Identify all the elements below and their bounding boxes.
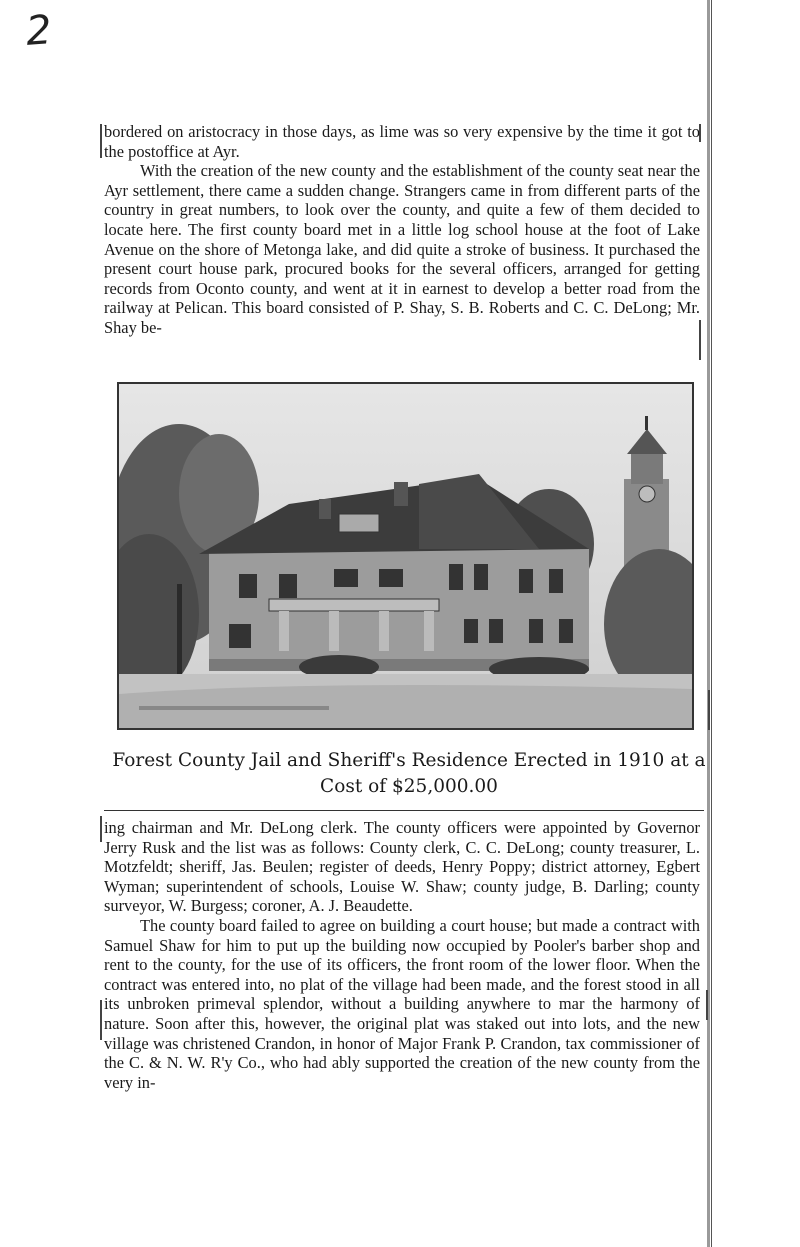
paragraph: The county board failed to agree on building a court house; but made a contract with Samuel Shaw for him to put up the building now occupied by Pooler's barber shop and rent to the county, for the use of its officers, the front room of the lower floor. When the contract was entered into, no plat of the village had been made, and the forest stood in all its unbroken primeval splendor, without a building anywhere to mar the harmony of nature. Soon after this, however, the original plat was staked out into lots, and the new village was christened Crandon, in honor of Major Frank P. Crandon, tax commissioner of the C. & N. W. R'y Co., who had ably supported the creation of the new county from the very in- [104,915,700,1092]
page-edge-shadow [711,0,712,1247]
page-edge-line [707,0,710,1247]
clipping-top-rule [104,810,704,811]
handwritten-page-number: 2 [24,7,54,55]
clipping-left-edge [100,124,102,158]
article-text-top [104,122,700,338]
paragraph: ing chairman and Mr. DeLong clerk. The county officers were appointed by Governor Jerry Rusk and the list was as follows: County clerk, C. C. DeLong; county treasurer, L. Motzfeldt; sheriff, Jas. Beulen; register of deeds, Henry Poppy; district attorney, Egbert Wyman; superintendent of schools, Louise W. Shaw; county judge, B. Darling; county surveyor, W. Burgess; coroner, A. J. Beaudette. [104,818,700,916]
paragraph: With the creation of the new county and the establishment of the county seat near the Ayr settlement, there came a sudden change. Strangers came in from different parts of the country in great numbers, to look over the county, and quite a few of them decided to locate here. The first county board met in a little log school house at the foot of Lake Avenue on the shore of Metonga lake, and did quite a stroke of business. It purchased the present court house park, procured books for the several officers, arranged for getting records from Oconto county, and went at it in earnest to develop a better road from the railway at Pelican. This board consisted of P. Shay, S. B. Roberts and C. C. DeLong; Mr. Shay be- [104,161,700,337]
clipping-left-edge [100,816,102,842]
photo-caption: Forest County Jail and Sheriff's Residence Erected in 1910 at a Cost of $25,000.00 [112,750,706,797]
clipping-left-edge [100,1000,102,1040]
clipping-right-edge [708,690,710,730]
jail-residence-photo [117,382,694,730]
clipping-right-edge [706,990,708,1020]
article-text-bottom [104,818,700,1092]
paragraph: bordered on aristocracy in those days, as lime was so very expensive by the time it got to the postoffice at Ayr. [104,122,700,161]
